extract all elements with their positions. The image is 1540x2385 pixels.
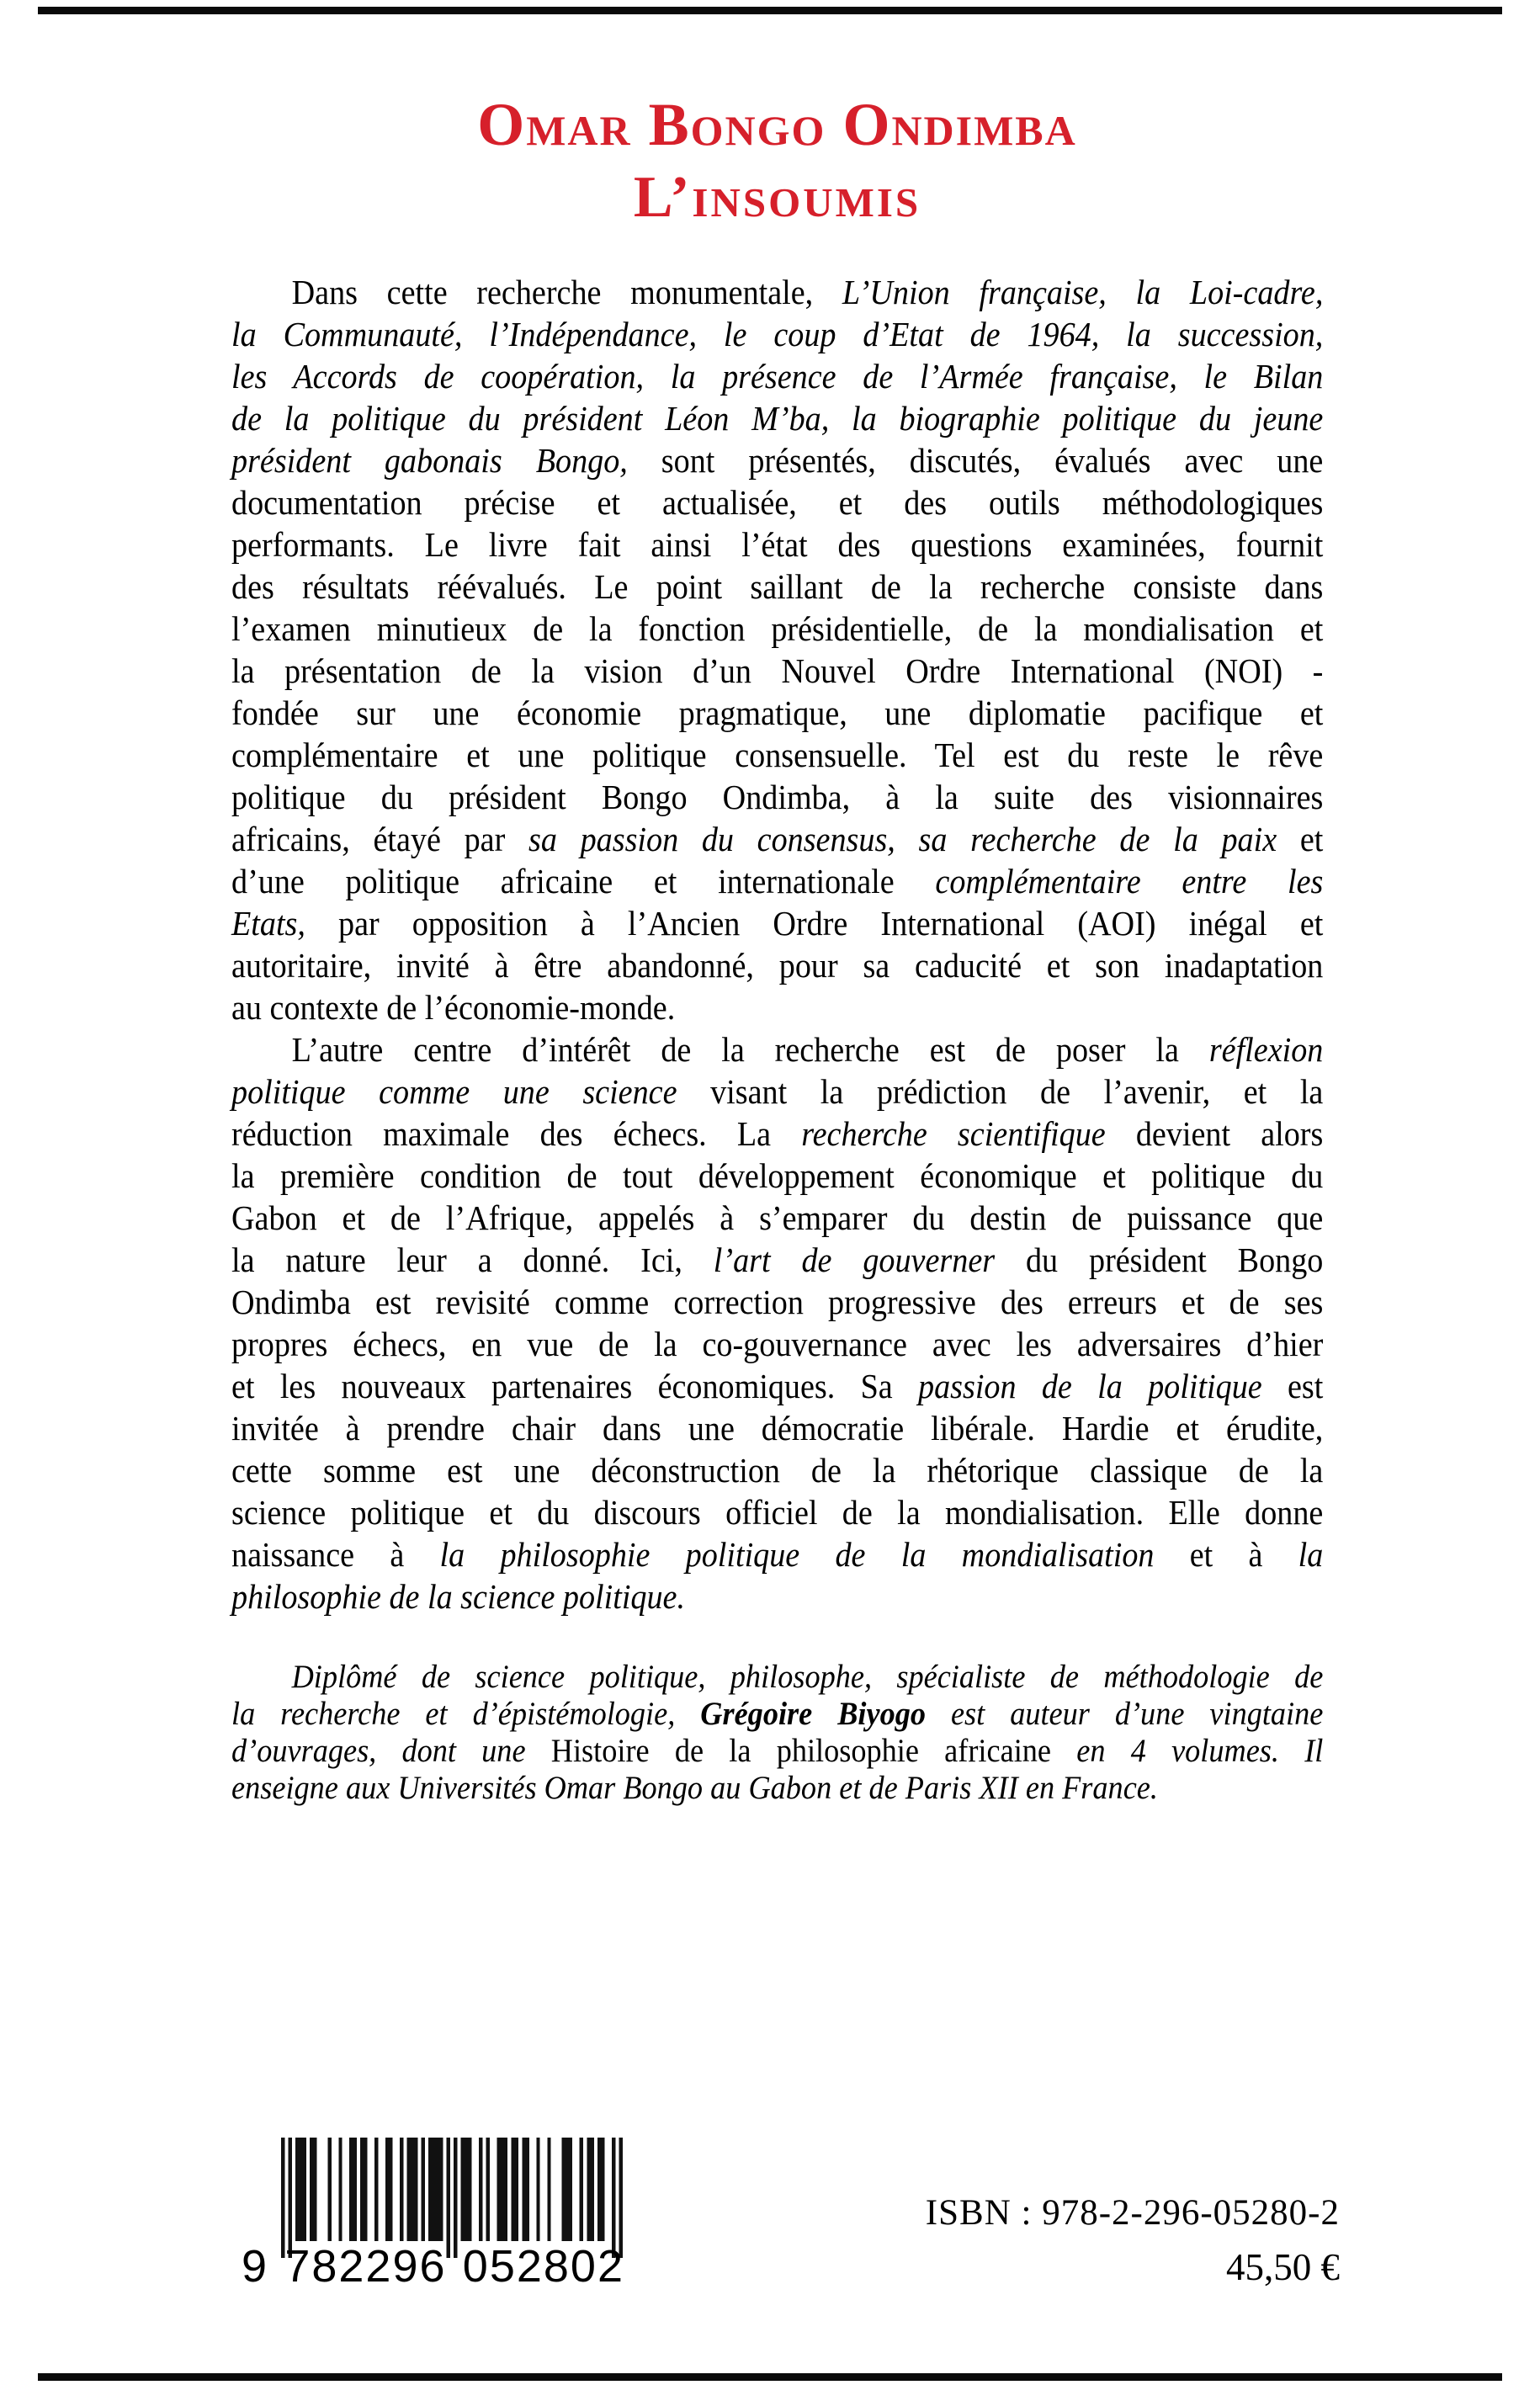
text-line: président gabonais Bongo, sont présentés, discutés, évalués avec une [231, 441, 1324, 480]
text-line: d’une politique africaine et internationale complémentaire entre les [231, 862, 1324, 900]
text-line: la recherche et d’épistémologie, Grégoire Biyogo est auteur d’une vingtaine [231, 1696, 1324, 1732]
book-title: Omar Bongo Ondimba [477, 91, 1077, 158]
text-line: naissance à la philosophie politique de la mondialisation et à la [231, 1535, 1324, 1574]
text-line: Ondimba est revisité comme correction progressive des erreurs et de ses [231, 1283, 1324, 1321]
text-line: et les nouveaux partenaires économiques. Sa passion de la politique est [231, 1367, 1324, 1405]
barcode [242, 2138, 624, 2292]
barcode-digit-group: 782296 [284, 2241, 447, 2292]
text-line: enseigne aux Universités Omar Bongo au Gabon et de Paris XII en France. [231, 1770, 1158, 1806]
text-line: au contexte de l’économie-monde. [231, 988, 676, 1027]
text-line: d’ouvrages, dont une Histoire de la philosophie africaine en 4 volumes. Il [231, 1733, 1324, 1769]
text-line: de la politique du président Léon M’ba, la biographie politique du jeune [231, 399, 1324, 438]
text-line: Dans cette recherche monumentale, L’Union française, la Loi-cadre, [291, 273, 1324, 311]
text-line: Etats, par opposition à l’Ancien Ordre International (AOI) inégal et [231, 904, 1324, 943]
book-subtitle: L’insoumis [633, 165, 921, 230]
text-line: l’examen minutieux de la fonction présidentielle, de la mondialisation et [231, 609, 1324, 648]
text-line: Gabon et de l’Afrique, appelés à s’emparer du destin de puissance que [231, 1198, 1324, 1237]
text-line: réduction maximale des échecs. La recherche scientifique devient alors [231, 1114, 1324, 1153]
text-line: la première condition de tout développement économique et politique du [231, 1156, 1324, 1195]
text-line: invitée à prendre chair dans une démocratie libérale. Hardie et érudite, [231, 1409, 1324, 1447]
text-line: politique du président Bongo Ondimba, à la suite des visionnaires [231, 778, 1324, 816]
price-text: 45,50 € [1226, 2246, 1340, 2288]
text-line: science politique et du discours officiel de la mondialisation. Elle donne [231, 1493, 1324, 1532]
text-line: africains, étayé par sa passion du consensus, sa recherche de la paix et [231, 820, 1324, 858]
bottom-trim-rule [38, 2373, 1502, 2381]
text-line: les Accords de coopération, la présence de l’Armée française, le Bilan [231, 357, 1324, 396]
top-trim-rule [38, 7, 1502, 14]
barcode-digit-group: 052802 [462, 2241, 624, 2292]
text-line: la Communauté, l’Indépendance, le coup d’Etat de 1964, la succession, [231, 315, 1324, 353]
text-line: la présentation de la vision d’un Nouvel Ordre International (NOI) - [231, 651, 1324, 690]
text-line: documentation précise et actualisée, et des outils méthodologiques [231, 483, 1324, 522]
text-line: propres échecs, en vue de la co-gouvernance avec les adversaires d’hier [231, 1325, 1324, 1363]
barcode-bars-image [281, 2138, 623, 2258]
text-line: des résultats réévalués. Le point saillant de la recherche consiste dans [231, 567, 1324, 606]
barcode-number [242, 2241, 624, 2292]
text-line: la nature leur a donné. Ici, l’art de gouverner du président Bongo [231, 1240, 1324, 1279]
text-line: autoritaire, invité à être abandonné, pour sa caducité et son inadaptation [231, 946, 1324, 985]
text-line: L’autre centre d’intérêt de la recherche est de poser la réflexion [291, 1030, 1324, 1069]
isbn-text: ISBN : 978-2-296-05280-2 [925, 2193, 1340, 2233]
author-bio-text [231, 1659, 1323, 1807]
text-line: complémentaire et une politique consensuelle. Tel est du reste le rêve [231, 736, 1324, 774]
text-line: fondée sur une économie pragmatique, une diplomatie pacifique et [231, 693, 1324, 732]
text-line: philosophie de la science politique. [231, 1577, 686, 1616]
text-line: cette somme est une déconstruction de la rhétorique classique de la [231, 1451, 1324, 1490]
text-line: politique comme une science visant la prédiction de l’avenir, et la [231, 1072, 1324, 1111]
text-line: performants. Le livre fait ainsi l’état des questions examinées, fournit [231, 525, 1324, 564]
synopsis-text [231, 271, 1323, 1617]
text-line: Diplômé de science politique, philosophe, spécialiste de méthodologie de [291, 1659, 1324, 1695]
barcode-digit-group: 9 [242, 2241, 269, 2292]
